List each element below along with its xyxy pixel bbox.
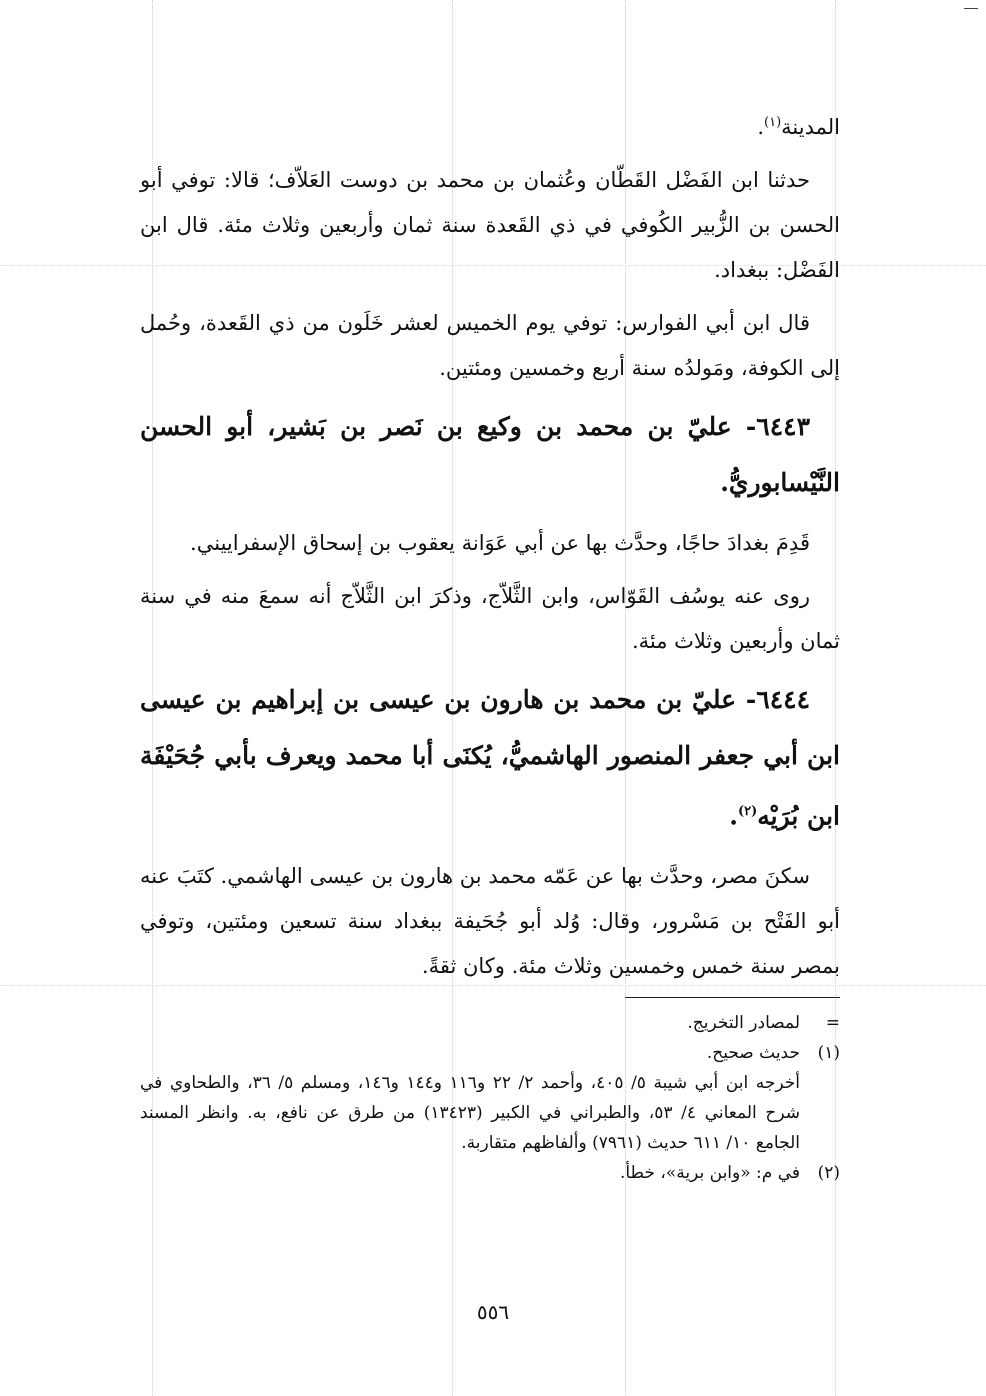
paragraph: حدثنا ابن الفَضْل القَطّان وعُثمان بن محمد بن دوست العَلاّف؛ قالا: توفي أبو الحسن بن الزُّبير الكُوفي في ذي القَعدة سنة ثمان وأربعين وثلاث مئة. قال ابن الفَضْل: ببغداد. <box>140 168 840 282</box>
paragraph: قال ابن أبي الفوارس: توفي يوم الخميس لعشر خَلَون من ذي القَعدة، وحُمل إلى الكوفة، ومَولدُه سنة أربع وخمسين ومئتين. <box>140 311 840 380</box>
footnote-separator <box>625 997 840 998</box>
paragraph: قَدِمَ بغدادَ حاجًا، وحدَّث بها عن أبي عَوَانة يعقوب بن إسحاق الإسفراييني. <box>190 531 810 555</box>
footnote-ref[interactable]: (٢) <box>737 804 758 819</box>
entry-heading: ٦٤٤٣- عليّ بن محمد بن وكيع بن نَصر بن بَشير، أبو الحسن النَّيْسابوريُّ. <box>140 412 840 497</box>
page-content <box>140 100 840 1188</box>
footnote-1: (١) حديث صحيح. <box>706 1043 840 1064</box>
footnote-ref[interactable]: (١) <box>764 115 782 130</box>
corner-mark <box>964 8 978 9</box>
continuation-line: المدينة$^{(١)}$. <box>757 115 840 139</box>
entry-heading: ٦٤٤٤- عليّ بن محمد بن هارون بن عيسى بن إبراهيم بن عيسى ابن أبي جعفر المنصور الهاشميُّ، يُكنَى أبا محمد ويعرف بأبي جُحَيْفَة ابن بُرَيْه$^{(٢)}$. <box>140 685 840 831</box>
paragraph: روى عنه يوسُف القَوّاس، وابن الثَّلاّج، وذكرَ ابن الثَّلاّج أنه سمعَ منه في سنة ثمان وأربعين وثلاث مئة. <box>140 584 840 653</box>
page-number: ٥٥٦ <box>476 1300 510 1324</box>
footnote-2: (٢) في م: «وابن برية»، خطأ. <box>619 1163 840 1184</box>
footnote-continuation: = لمصادر التخريج. <box>687 1013 840 1034</box>
paragraph: سكنَ مصر، وحدَّث بها عن عَمّه محمد بن هارون بن عيسى الهاشمي. كتَبَ عنه أبو الفَتْح بن مَسْرور، وقال: وُلد أبو جُحَيفة ببغداد سنة تسعين ومئتين، وتوفي بمصر سنة خمس وخمسين وثلاث مئة. وكان ثقةً. <box>140 864 840 979</box>
footnote-1-body: أخرجه ابن أبي شيبة ٥/ ٤٠٥، وأحمد ٢/ ٢٢ و١١٦ و١٤٤ و١٤٦، ومسلم ٥/ ٣٦، والطحاوي في شرح المعاني ٤/ ٥٣، والطبراني في الكبير (١٣٤٢٣) من طرق عن نافع، به. وانظر المسند الجامع ١٠/ ٦١١ حديث (٧٩٦١) وألفاظهم متقاربة. <box>140 1073 801 1154</box>
